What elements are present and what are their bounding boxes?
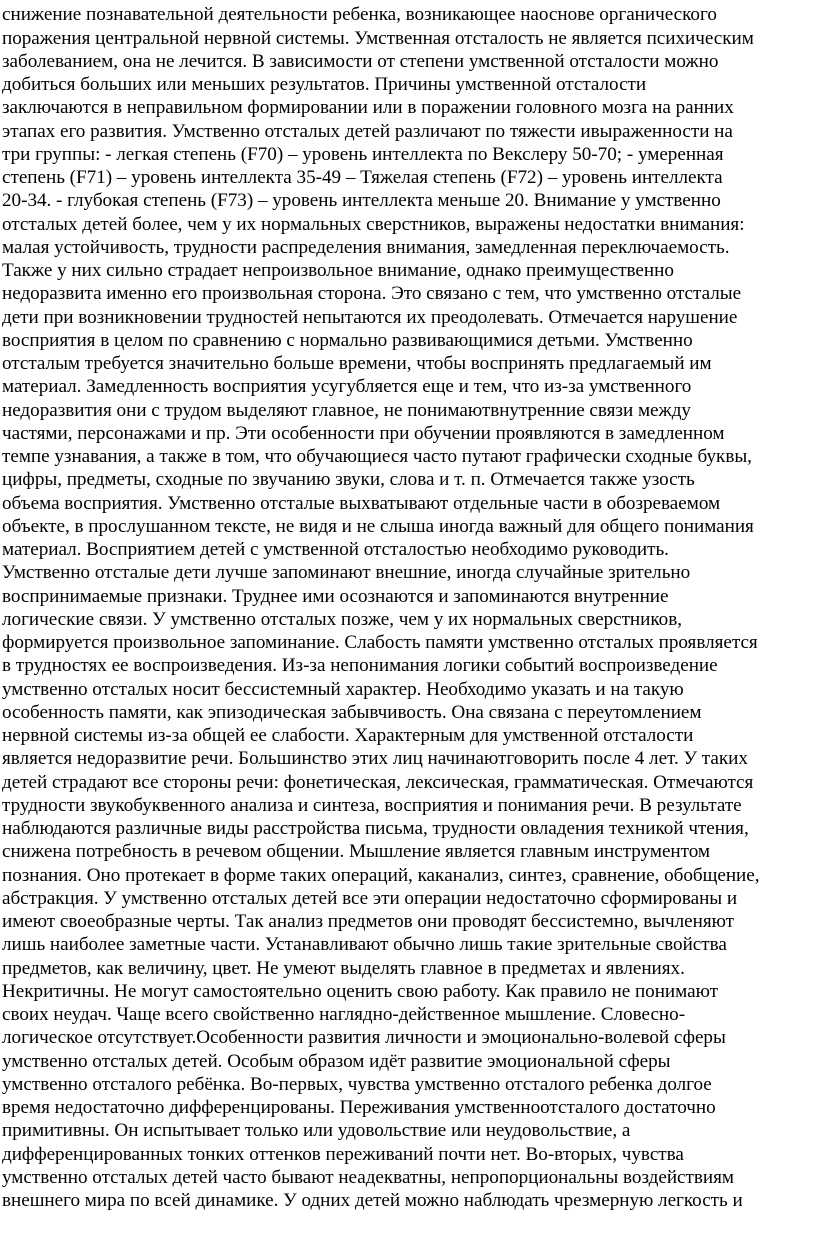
text-line: нервной системы из-за общей ее слабости. Характерным для умственной отсталости — [2, 725, 694, 746]
text-line: время недостаточно дифференцированы. Переживания умственноотсталого достаточно — [2, 1097, 716, 1118]
text-line: формируется произвольное запоминание. Слабость памяти умственно отсталых проявляется — [2, 632, 758, 653]
text-line: Также у них сильно страдает непроизвольное внимание, однако преимущественно — [2, 260, 674, 281]
text-line: цифры, предметы, сходные по звучанию звуки, слова и т. п. Отмечается также узость — [2, 469, 695, 490]
text-line: воспринимаемые признаки. Труднее ими осознаются и запоминаются внутренние — [2, 586, 669, 607]
text-line: умственно отсталых детей. Особым образом идёт развитие эмоциональной сферы — [2, 1051, 671, 1072]
text-line: имеют своеобразные черты. Так анализ предметов они проводят бессистемно, вычленяют — [2, 911, 735, 932]
text-line: своих неудач. Чаще всего свойственно наглядно-действенное мышление. Словесно- — [2, 1004, 686, 1025]
text-line: поражения центральной нервной системы. Умственная отсталость не является психическим — [2, 28, 754, 49]
text-line: заболеванием, она не лечится. В зависимости от степени умственной отсталости можно — [2, 51, 719, 72]
text-line: дифференцированных тонких оттенков переживаний почти нет. Во-вторых, чувства — [2, 1144, 684, 1165]
text-line: внешнего мира по всей динамике. У одних детей можно наблюдать чрезмерную легкость и — [2, 1190, 743, 1211]
text-line: примитивны. Он испытывает только или удовольствие или неудовольствие, а — [2, 1120, 631, 1141]
text-line: недоразвита именно его произвольная сторона. Это связано с тем, что умственно отсталые — [2, 283, 742, 304]
text-line: материал. Восприятием детей с умственной отсталостью необходимо руководить. — [2, 539, 669, 560]
text-line: малая устойчивость, трудности распределения внимания, замедленная переключаемость. — [2, 237, 730, 258]
text-line: в трудностях ее воспроизведения. Из-за непонимания логики событий воспроизведение — [2, 655, 718, 676]
text-line: логические связи. У умственно отсталых позже, чем у их нормальных сверстников, — [2, 609, 682, 630]
text-line: Некритичны. Не могут самостоятельно оценить свою работу. Как правило не понимают — [2, 981, 718, 1002]
text-line: является недоразвитие речи. Большинство этих лиц начинаютговорить после 4 лет. У таких — [2, 748, 748, 769]
text-line: объема восприятия. Умственно отсталые выхватывают отдельные части в обозреваемом — [2, 493, 721, 514]
text-line: частями, персонажами и пр. Эти особенности при обучении проявляются в замедленном — [2, 423, 725, 444]
text-line: недоразвития они с трудом выделяют главное, не понимаютвнутренние связи между — [2, 400, 691, 421]
text-line: заключаются в неправильном формировании или в поражении головного мозга на ранних — [2, 97, 734, 118]
text-line: материал. Замедленность восприятия усугубляется еще и тем, что из-за умственного — [2, 376, 692, 397]
text-line: познания. Оно протекает в форме таких операций, какaнализ, синтез, сравнение, обобщение, — [2, 865, 760, 886]
text-line: лишь наиболее заметные части. Устанавливают обычно лишь такие зрительные свойства — [2, 934, 727, 955]
text-line: детей страдают все стороны речи: фонетическая, лексическая, грамматическая. Отмечаются — [2, 772, 754, 793]
text-line: дети при возникновении трудностей непытаются их преодолевать. Отмечается нарушение — [2, 307, 738, 328]
text-line: умственно отсталых носит бессистемный характер. Необходимо указать и на такую — [2, 679, 684, 700]
text-line: умственно отсталых детей часто бывают неадекватны, непропорциональны воздействиям — [2, 1167, 734, 1188]
text-line: отсталым требуется значительно больше времени, чтобы воспринять предлагаемый им — [2, 353, 712, 374]
text-line: степень (F71) – уровень интеллекта 35-49 – Тяжелая степень (F72) – уровень интеллекта — [2, 167, 723, 188]
text-line: объекте, в прослушанном тексте, не видя и не слыша иногда важный для общего понимания — [2, 516, 754, 537]
text-line: этапах его развития. Умственно отсталых детей различают по тяжести ивыраженности на — [2, 121, 733, 142]
text-line: отсталых детей более, чем у их нормальных сверстников, выражены недостатки внимания: — [2, 214, 745, 235]
text-line: логическое отсутствует.Особенности развития личности и эмоционально-волевой сферы — [2, 1027, 726, 1048]
text-line: восприятия в целом по сравнению с нормально развивающимися детьми. Умственно — [2, 330, 693, 351]
text-line: снижена потребность в речевом общении. Мышление является главным инструментом — [2, 841, 711, 862]
text-line: добиться больших или меньших результатов. Причины умственной отсталости — [2, 74, 647, 95]
text-line: абстракция. У умственно отсталых детей все эти операции недостаточно сформированы и — [2, 888, 738, 909]
text-line: снижение познавательной деятельности ребенка, возникающее наоснове органического — [2, 4, 717, 25]
text-line: особенность памяти, как эпизодическая забывчивость. Она связана с переутомлением — [2, 702, 702, 723]
text-line: наблюдаются различные виды расстройства письма, трудности овладения техникой чтения, — [2, 818, 749, 839]
text-line: умственно отсталого ребёнка. Во-первых, чувства умственно отсталого ребенка долгое — [2, 1074, 712, 1095]
text-line: предметов, как величину, цвет. Не умеют выделять главное в предметах и явлениях. — [2, 958, 685, 979]
text-line: три группы: - легкая степень (F70) – уровень интеллекта по Векслеру 50-70; - умеренная — [2, 144, 724, 165]
text-line: Умственно отсталые дети лучше запоминают внешние, иногда случайные зрительно — [2, 562, 691, 583]
text-line: темпе узнавания, а также в том, что обучающиеся часто путают графически сходные буквы, — [2, 446, 752, 467]
text-line: 20-34. - глубокая степень (F73) – уровень интеллекта меньше 20. Внимание у умственно — [2, 190, 721, 211]
text-line: трудности звукобуквенного анализа и синтеза, восприятия и понимания речи. В результате — [2, 795, 742, 816]
